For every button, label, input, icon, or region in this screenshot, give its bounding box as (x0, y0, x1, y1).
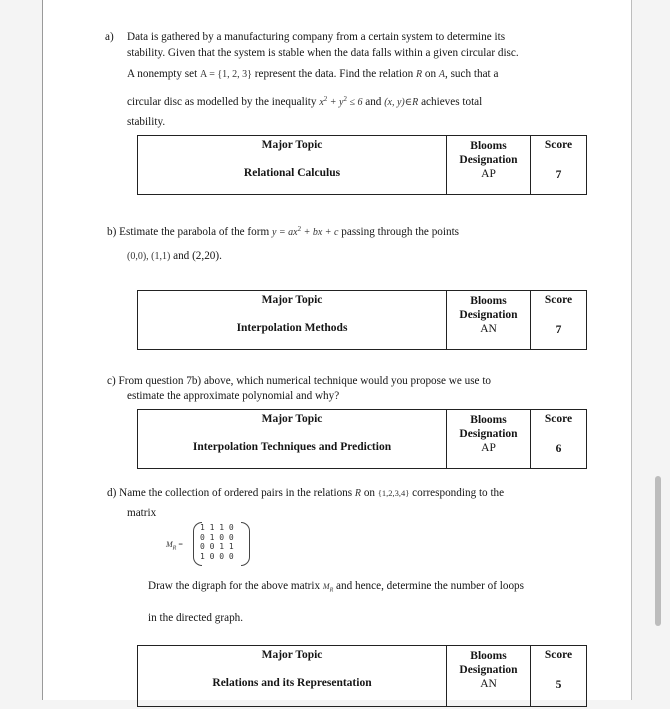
designation-header: Designation (459, 154, 518, 166)
question-b-line-1-post: passing through the points (341, 226, 460, 238)
question-a-line-4 (127, 95, 482, 108)
matrix-row: 0 1 0 0 (200, 532, 234, 542)
question-d-line-1-post: corresponding to the (412, 487, 505, 499)
major-topic-header: Major Topic (261, 413, 323, 425)
blooms-cell (447, 136, 531, 195)
pair-formula: (x, y)∈R (384, 97, 419, 108)
question-c-line-2: estimate the approximate polynomial and why? (127, 390, 340, 402)
set-A-symbol: A (438, 69, 445, 80)
blooms-header: Blooms (470, 414, 507, 426)
ineq-exp-2: 2 (343, 95, 347, 103)
relation-R-symbol: R (415, 69, 423, 80)
score-header: Score (544, 139, 573, 151)
question-b-line-1 (107, 225, 459, 238)
matrix-row: 1 0 0 0 (200, 551, 234, 561)
matrix-inline-M: M (322, 582, 330, 591)
ineq-mid: + y (327, 97, 344, 108)
score-value: 7 (555, 324, 562, 336)
blooms-cell (447, 291, 531, 350)
matrix-right-paren (241, 522, 250, 566)
inequality-formula (319, 97, 362, 108)
question-a-line-3-pre: A nonempty set (127, 68, 198, 80)
question-a-label: a) (105, 31, 114, 43)
blooms-cell (447, 646, 531, 707)
set-A-formula: A = {1, 2, 3} (200, 69, 252, 80)
score-cell (531, 646, 587, 707)
question-a-line-3-post: , such that a (444, 68, 499, 80)
question-b-line-1-pre: Estimate the parabola of the form (119, 226, 270, 238)
score-cell (531, 410, 587, 469)
question-a-line-3-mid: represent the data. Find the relation (254, 68, 414, 80)
and-word: and (173, 250, 190, 262)
matrix-row: 1 1 1 0 (200, 523, 234, 532)
blooms-cell (447, 410, 531, 469)
topic-table-b (137, 290, 587, 350)
major-topic-header: Major Topic (261, 294, 323, 306)
topic-value: Relational Calculus (243, 167, 341, 179)
matrix-label-M: M (166, 540, 173, 549)
on-word: on (424, 68, 437, 80)
topic-table-d (137, 645, 587, 707)
blooms-header: Blooms (470, 650, 507, 662)
topic-value: Interpolation Techniques and Prediction (192, 441, 392, 453)
topic-cell (138, 410, 447, 469)
formula-exp: 2 (297, 225, 302, 233)
question-d-line-2: matrix (127, 507, 157, 519)
question-b-line-2 (127, 250, 222, 262)
formula-b: + bx + c (301, 227, 339, 238)
score-header: Score (544, 649, 573, 661)
topic-value: Interpolation Methods (236, 322, 348, 334)
score-cell (531, 136, 587, 195)
topic-cell (138, 291, 447, 350)
question-d-line-1 (107, 487, 504, 499)
matrix-label-sub: R (172, 545, 177, 552)
on-word: on (363, 487, 376, 499)
question-a-line-4-post: achieves total (421, 96, 483, 108)
matrix-inline-symbol (322, 582, 334, 594)
relation-R-symbol: R (354, 488, 362, 499)
question-a-line-4-pre: circular disc as modelled by the inequality (127, 96, 317, 108)
designation-value: AN (480, 323, 497, 335)
score-value: 6 (555, 443, 562, 455)
question-d-line-1-pre: Name the collection of ordered pairs in the relations (119, 487, 353, 499)
formula-a: y = ax (271, 227, 298, 238)
question-a-line-3 (127, 68, 498, 80)
matrix-label (166, 540, 183, 552)
score-cell (531, 291, 587, 350)
question-a-line-1: Data is gathered by a manufacturing company from a certain system to determine its (127, 31, 506, 43)
matrix-row: 0 0 1 1 (200, 542, 234, 552)
major-topic-header: Major Topic (261, 649, 323, 661)
major-topic-header: Major Topic (261, 139, 323, 151)
ineq-end: ≤ 6 (346, 97, 363, 108)
question-c-line-1-text: From question 7b) above, which numerical technique would you propose we use to (118, 375, 492, 387)
designation-header: Designation (459, 309, 518, 321)
question-d-line-3-post: and hence, determine the number of loops (336, 580, 524, 592)
question-c-label: c) (107, 375, 116, 387)
question-d-line-4: in the directed graph. (148, 612, 244, 624)
matrix-equals: = (178, 540, 183, 549)
question-a-line-2: stability. Given that the system is stable when the data falls within a given circular disc. (127, 47, 519, 59)
question-b-label: b) (107, 226, 117, 238)
last-point: (2,20). (192, 250, 222, 262)
blooms-header: Blooms (470, 295, 507, 307)
and-word: and (365, 96, 382, 108)
question-d-line-3 (148, 580, 524, 594)
designation-value: AN (480, 678, 497, 690)
question-d-line-3-pre: Draw the digraph for the above matrix (148, 580, 321, 592)
parabola-formula (272, 227, 339, 238)
ineq-x: x (319, 97, 324, 108)
points-formula: (0,0), (1,1) (127, 251, 171, 262)
matrix-inline-sub: R (329, 587, 334, 594)
designation-header: Designation (459, 664, 518, 676)
topic-cell (138, 136, 447, 195)
scrollbar-thumb[interactable] (655, 476, 661, 626)
score-value: 7 (555, 169, 562, 181)
designation-header: Designation (459, 428, 518, 440)
relation-matrix (200, 523, 234, 561)
designation-value: AP (481, 442, 496, 454)
designation-value: AP (481, 168, 496, 180)
topic-table-c (137, 409, 587, 469)
topic-cell (138, 646, 447, 707)
topic-value: Relations and its Representation (212, 677, 372, 689)
question-a-line-5: stability. (127, 116, 166, 128)
ineq-exp-1: 2 (323, 95, 328, 103)
topic-table-a (137, 135, 587, 195)
set-formula: {1,2,3,4} (377, 488, 410, 498)
score-header: Score (544, 294, 573, 306)
score-header: Score (544, 413, 573, 425)
question-d-label: d) (107, 487, 117, 499)
question-c-line-1 (107, 375, 491, 387)
score-value: 5 (555, 679, 562, 691)
blooms-header: Blooms (470, 140, 507, 152)
